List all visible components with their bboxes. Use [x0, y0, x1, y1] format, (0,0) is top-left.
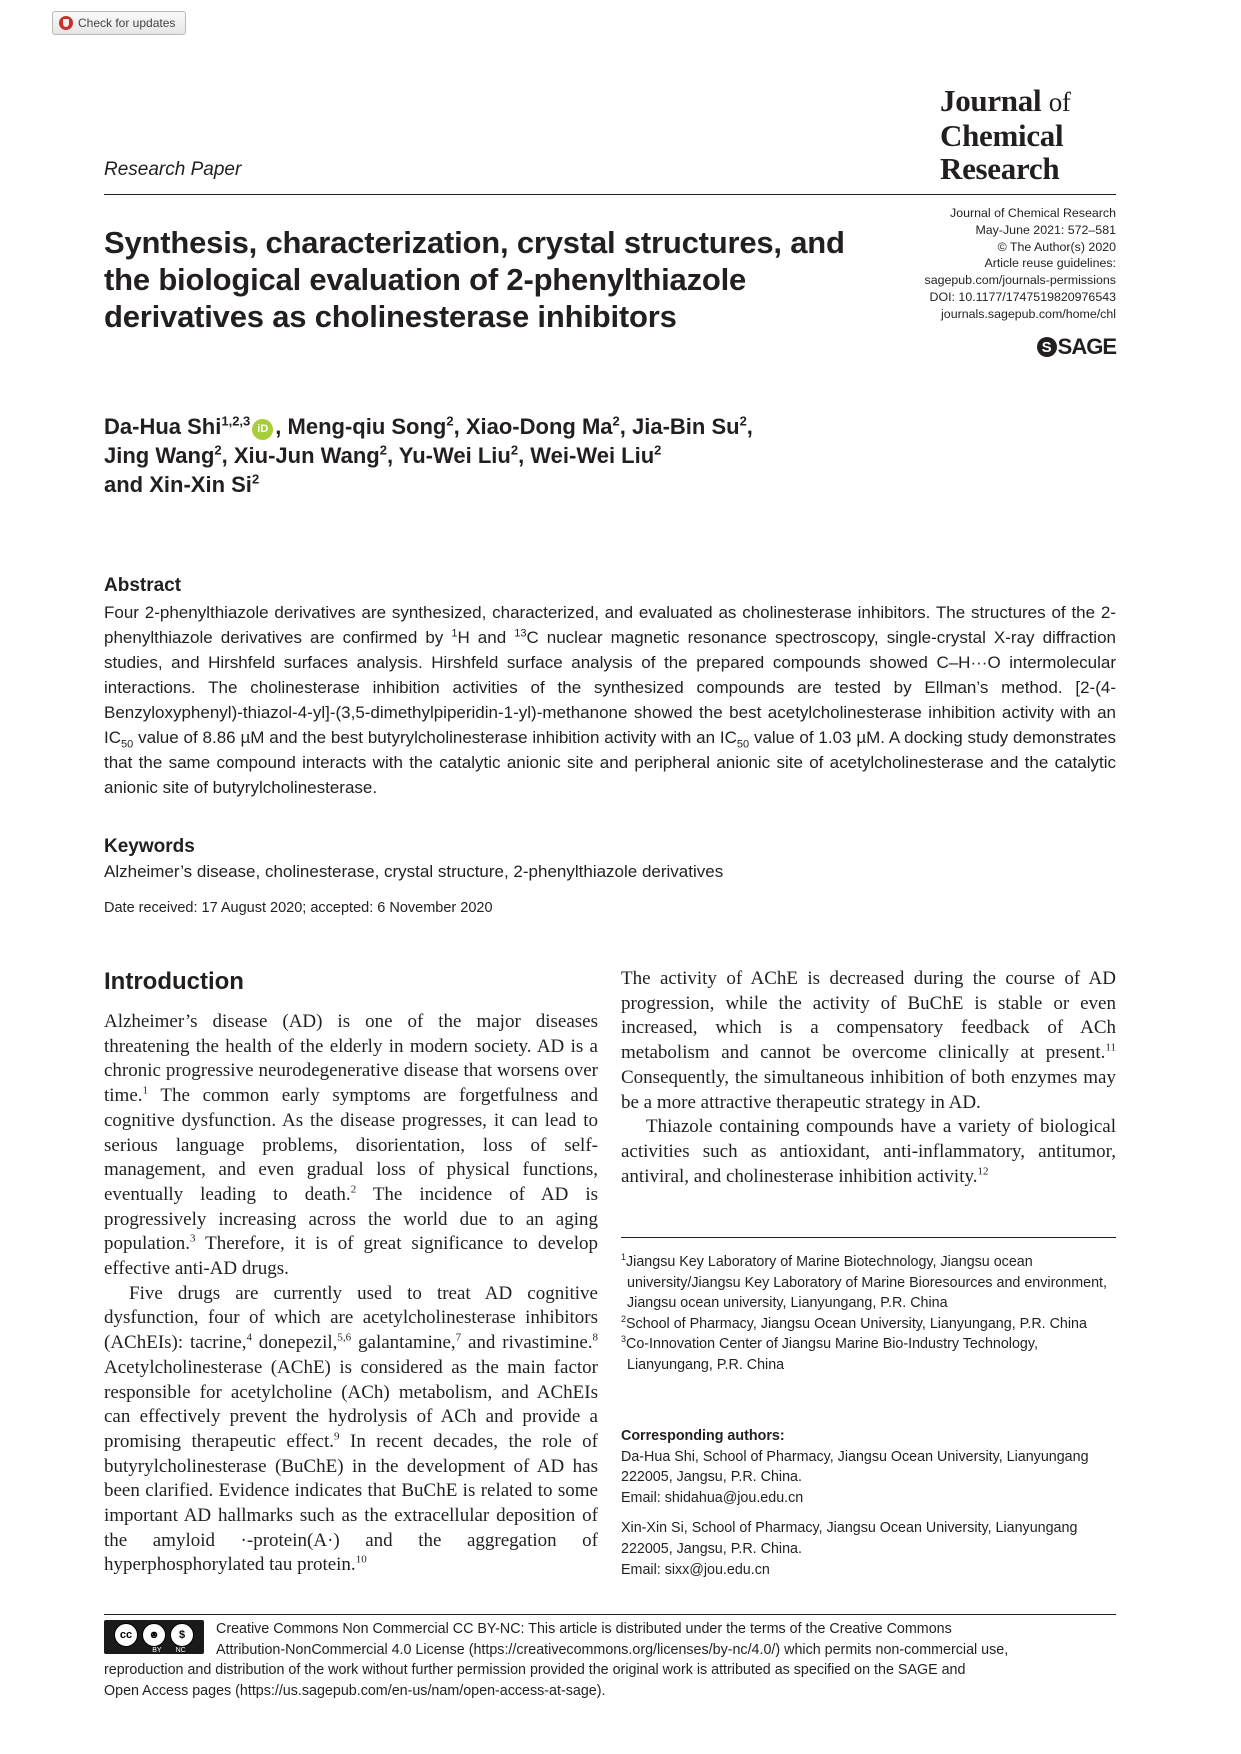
corresponding-address: Xin-Xin Si, School of Pharmacy, Jiangsu Ocean University, Lianyungang: [621, 1520, 1078, 1537]
author-list: Da-Hua Shi$^{1,2,3}$iD , Meng-qiu Song$^2$, Xiao-Dong Ma$^2$, Jia-Bin Su$^2$, Jing Wang$^2$, Xiu-Jun Wang$^2$, Yu-Wei Liu$^2$, Wei-Wei Liu$^2$ and Xin-Xin Si$^2$: [104, 413, 753, 497]
corresponding-authors: [621, 1426, 1121, 1590]
intro-paragraph: Thiazole containing compounds have a variety of biological activities such as antioxidant, anti-inflammatory, antitumor, antiviral, and cholinesterase inhibition activity.$^{12}$: [621, 1116, 1116, 1187]
author-name: Jing Wang: [104, 443, 215, 468]
journal-logo: [940, 84, 1116, 185]
date-received: Date received: 17 August 2020; accepted: 6 November 2020: [104, 900, 493, 916]
author-affiliation-sup: 2: [214, 442, 222, 458]
author-affiliation-sup: 2: [654, 442, 662, 458]
license-line: Creative Commons Non Commercial CC BY-NC: This article is distributed under the terms of the Creative Commons: [216, 1621, 952, 1637]
logo-word-journal: Journal: [940, 83, 1042, 118]
corresponding-author-block: [621, 1518, 1121, 1580]
affiliation-item: $^3$Co-Innovation Center of Jiangsu Marine Bio-Industry Technology, Lianyungang, P.R. China: [621, 1334, 1038, 1373]
orcid-icon[interactable]: iD: [252, 419, 273, 440]
keywords-heading: Keywords: [104, 836, 195, 857]
introduction-heading: Introduction: [104, 968, 244, 995]
affiliations-divider: [621, 1237, 1116, 1238]
author-affiliation-sup: 2: [379, 442, 387, 458]
sage-logo: [1020, 334, 1116, 360]
pub-homepage-link[interactable]: journals.sagepub.com/home/chl: [941, 306, 1116, 321]
corresponding-email[interactable]: Email: sixx@jou.edu.cn: [621, 1561, 770, 1578]
author-affiliation-sup: 2: [446, 413, 454, 429]
nc-dollar-icon: $: [170, 1623, 194, 1647]
affiliation-item: $^1$Jiangsu Key Laboratory of Marine Biotechnology, Jiangsu ocean university/Jiangsu Key Laboratory of Marine Bioresources and environment, Jiangsu ocean university, Lianyungang, P.R. China: [621, 1252, 1107, 1312]
license-line: Open Access pages (https://us.sagepub.com/en-us/nam/open-access-at-sage).: [104, 1683, 606, 1700]
pub-reuse-link[interactable]: sagepub.com/journals-permissions: [924, 273, 1116, 288]
sage-mark-icon: S: [1037, 337, 1057, 357]
introduction-left-column: [104, 1010, 598, 1578]
author-affiliation-sup: 2: [739, 413, 747, 429]
author-name: Xiao-Dong Ma: [465, 414, 613, 439]
check-for-updates-label: Check for updates: [78, 16, 176, 30]
pub-journal: Journal of Chemical Research: [950, 206, 1116, 220]
intro-paragraph: Five drugs are currently used to treat AD cognitive dysfunction, four of which are acetylcholinesterase inhibitors (AChEIs): tacrine,$^4$ donepezil,$^{5,6}$ galantamine,$^7$ and rivastimine.$^8$ Acetylcholinesterase (AChE) is considered as the main factor responsible for acetylcholine (ACh) metabolism, and AChEIs can effectively prevent the hydrolysis of ACh and provide a promising therapeutic effect.$^9$ In recent decades, the role of butyrylcholinesterase (BuChE) in the development of AD has been clarified. Evidence indicates that BuChE is related to some important AD hallmarks such as the extracellular deposition of the amyloid ·-protein(A·) and the aggregation of hyperphosphorylated tau protein.$^{10}$: [104, 1282, 599, 1576]
author-name: Yu-Wei Liu: [398, 443, 511, 468]
badge-nc-label: NC: [175, 1647, 186, 1654]
sage-wordmark: SAGE: [1057, 334, 1116, 359]
corresponding-address: 222005, Jangsu, P.R. China.: [621, 1540, 802, 1557]
author-affiliation-sup: 2: [612, 413, 620, 429]
article-title: Synthesis, characterization, crystal structures, and the biological evaluation of 2-phenylthiazole derivatives as cholinesterase inhibitors: [104, 225, 845, 334]
corresponding-author-block: [621, 1447, 1121, 1509]
pub-doi[interactable]: DOI: 10.1177/1747519820976543: [929, 289, 1116, 304]
author-name: Meng-qiu Song: [287, 414, 447, 439]
logo-word-chemical: Chemical: [940, 118, 1064, 153]
check-for-updates-button[interactable]: [52, 11, 186, 35]
header-divider: [104, 194, 1116, 195]
license-line: reproduction and distribution of the work without further permission provided the original work is attributed as specified on the SAGE and: [104, 1662, 966, 1679]
authors-conjunction: and: [104, 472, 144, 497]
license-text: [104, 1619, 1116, 1702]
introduction-right-column: [621, 967, 1116, 1189]
corresponding-heading: Corresponding authors:: [621, 1428, 785, 1444]
footer-divider: [104, 1614, 1116, 1615]
logo-word-research: Research: [940, 151, 1060, 186]
badge-by-label: BY: [152, 1647, 162, 1654]
by-person-icon: ☻: [142, 1623, 166, 1647]
author-affiliation-sup: 2: [251, 471, 260, 487]
pub-copyright: © The Author(s) 2020: [997, 239, 1116, 254]
author-name: Wei-Wei Liu: [530, 443, 655, 468]
crossmark-icon: [59, 16, 73, 30]
keywords-text: Alzheimer’s disease, cholinesterase, crystal structure, 2-phenylthiazole derivatives: [104, 862, 724, 881]
author-name: Xin-Xin Si: [149, 472, 252, 497]
author-affiliation-sup: 1,2,3: [221, 413, 251, 429]
publication-info: [870, 205, 1116, 323]
corresponding-email[interactable]: Email: shidahua@jou.edu.cn: [621, 1489, 804, 1506]
author-name: Jia-Bin Su: [631, 414, 740, 439]
logo-word-of: of: [1048, 87, 1071, 117]
author-affiliation-sup: 2: [510, 442, 519, 458]
abstract-heading: Abstract: [104, 575, 182, 596]
pub-issue: May-June 2021: 572–581: [975, 222, 1116, 237]
author-name: Xiu-Jun Wang: [233, 443, 380, 468]
cc-icon: cc: [114, 1623, 138, 1647]
article-type: Research Paper: [104, 159, 242, 180]
abstract-text: Four 2-phenylthiazole derivatives are synthesized, characterized, and evaluated as cholinesterase inhibitors. The structures of the 2-phenylthiazole derivatives are confirmed by $^1$H and $^{13}$C nuclear magnetic resonance spectroscopy, single-crystal X-ray diffraction studies, and Hirshfeld surfaces analysis. Hirshfeld surface analysis of the prepared compounds showed C–H···O intermolecular interactions. The cholinesterase inhibition activities of the synthesized compounds are tested by Ellman’s method. [2-(4-Benzyloxyphenyl)-thiazol-4-yl]-(3,5-dimethylpiperidin-1-yl)-methanone showed the best acetylcholinesterase inhibition activity with an $IC_{50}$ value of 8.86 µM and the best butyrylcholinesterase inhibition activity with an $IC_{50}$ value of 1.03 µM. A docking study demonstrates that the same compound interacts with the catalytic anionic site and peripheral anionic site of acetylcholinesterase and the catalytic anionic site of butyrylcholinesterase.: [104, 603, 1117, 797]
corresponding-address: 222005, Jangsu, P.R. China.: [621, 1469, 802, 1486]
intro-paragraph: Alzheimer’s disease (AD) is one of the major diseases threatening the health of the elderly in modern society. AD is a chronic progressive neurodegenerative disease that worsens over time.$^1$ The common early symptoms are forgetfulness and cognitive dysfunction. As the disease progresses, it can lead to serious language problems, disorientation, loss of self-management, and even gradual loss of physical functions, eventually leading to death.$^2$ The incidence of AD is progressively increasing across the world due to an aging population.$^3$ Therefore, it is of great significance to develop effective anti-AD drugs.: [104, 1011, 598, 1280]
corresponding-address: Da-Hua Shi, School of Pharmacy, Jiangsu Ocean University, Lianyungang: [621, 1448, 1089, 1465]
intro-paragraph: The activity of AChE is decreased during the course of AD progression, while the activity of BuChE is stable or even increased, which is a compensatory feedback of ACh metabolism and cannot be overcome clinically at present.$^{11}$ Consequently, the simultaneous inhibition of both enzymes may be a more attractive therapeutic strategy in AD.: [621, 968, 1116, 1113]
author-name: Da-Hua Shi: [104, 414, 222, 439]
pub-reuse-label: Article reuse guidelines:: [984, 256, 1116, 271]
affiliation-item: $^2$School of Pharmacy, Jiangsu Ocean University, Lianyungang, P.R. China: [621, 1314, 1087, 1332]
affiliations: [621, 1252, 1121, 1376]
license-line: Attribution-NonCommercial 4.0 License (https://creativecommons.org/licenses/by-nc/4.0/) which permits non-commercial use,: [216, 1641, 1009, 1658]
